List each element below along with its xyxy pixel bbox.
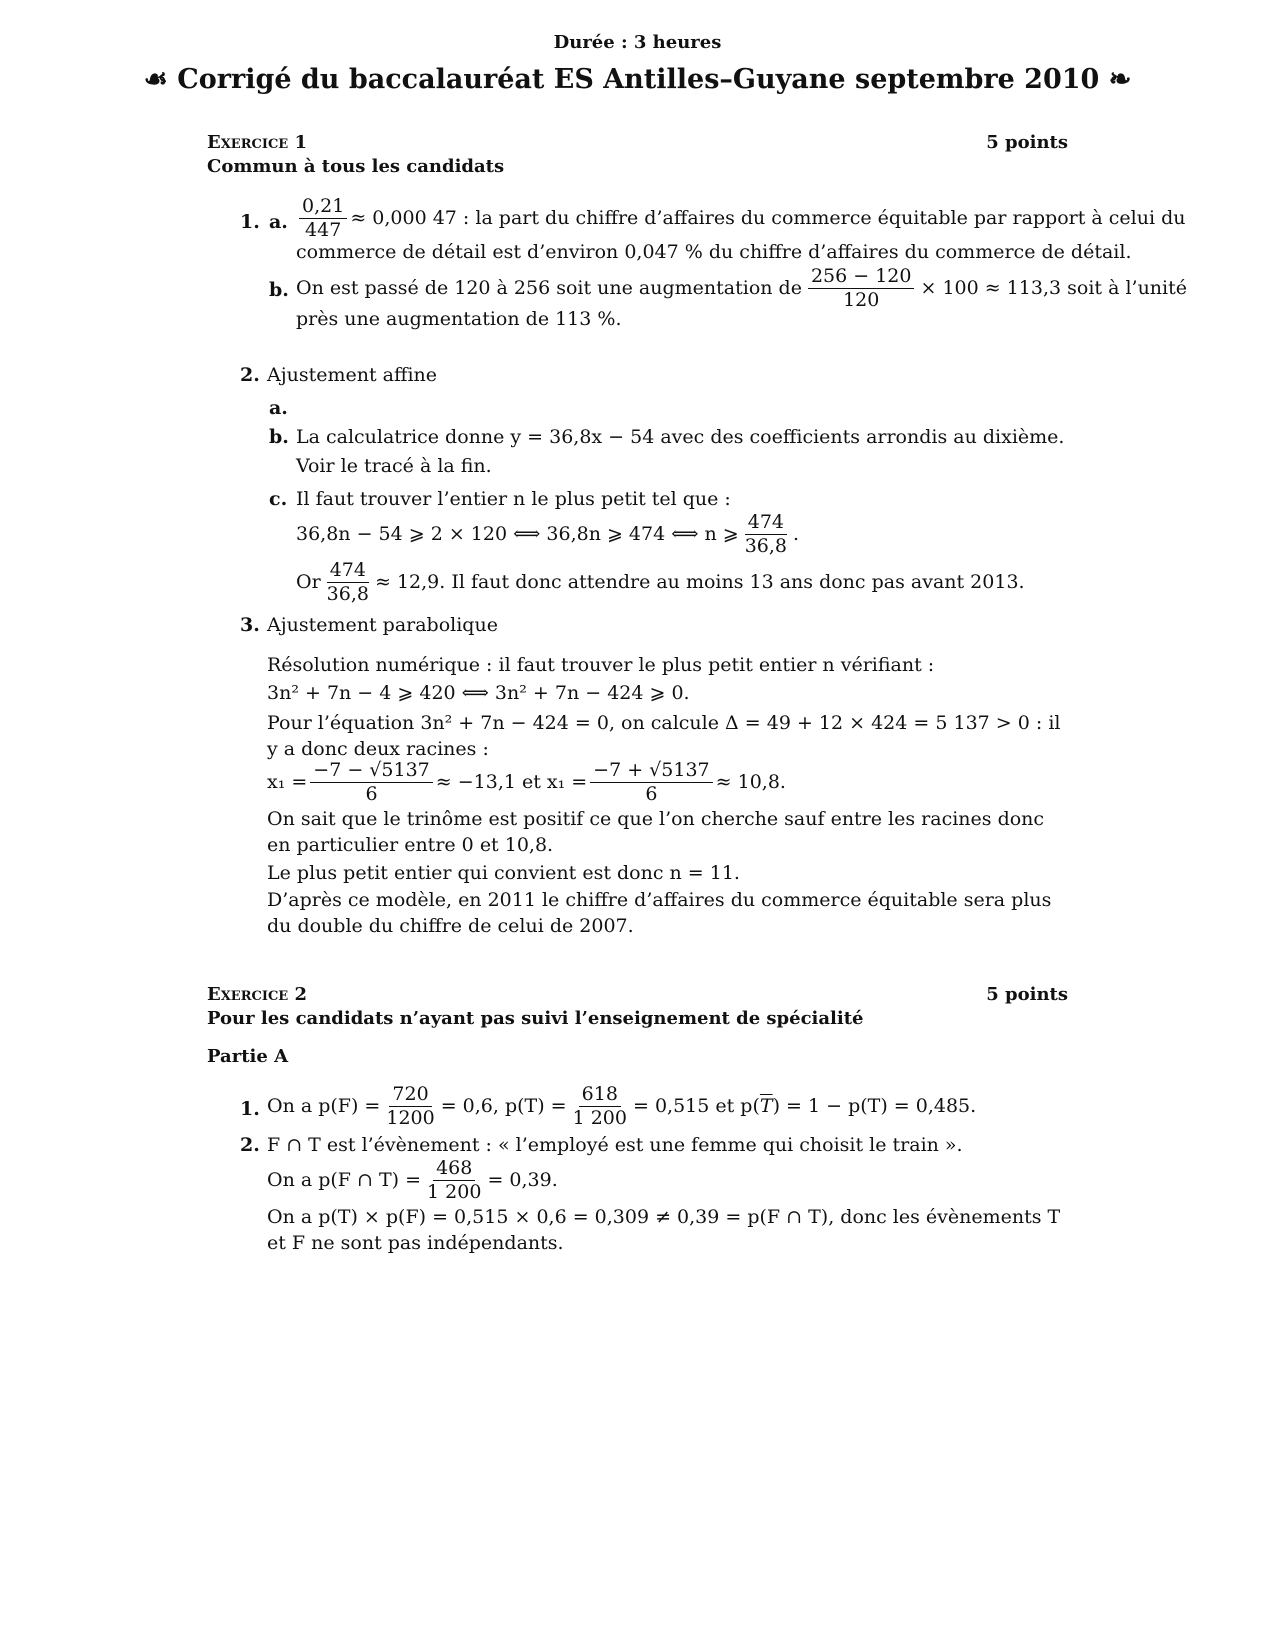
q2c-frac-num: 474 [745,512,787,535]
q3-line3: Pour l’équation 3n² + 7n − 424 = 0, on calcule Δ = 49 + 12 × 424 = 5 137 > 0 : il y a donc deux racines : [267,712,1061,760]
q3-x1-fraction [310,760,432,805]
q2a-label: a. [269,397,288,419]
ex1-heading: Exercice 1 [207,132,307,153]
q2c-fraction [742,512,790,557]
q1a-line1 [296,196,1186,241]
q1b-text1: On est passé de 120 à 256 soit une augmentation de [296,277,802,300]
q2b-line1: La calculatrice donne y = 36,8x − 54 avec des coefficients arrondis au dixième. [296,426,1065,448]
ex2-q2-t2: = 0,39. [487,1169,558,1192]
ex2-q1-line [267,1084,976,1129]
q3-line2: 3n² + 7n − 4 ⩾ 420 ⟺ 3n² + 7n − 424 ⩾ 0. [267,682,690,704]
ex2-q1-f1-num: 720 [389,1084,431,1107]
title-text: Corrigé du baccalauréat ES Antilles–Guyane septembre 2010 [177,64,1100,95]
q2b-label: b. [269,426,289,448]
ex2-q2-t1: On a p(F ∩ T) = [267,1169,422,1192]
q1a-fraction [299,196,347,241]
q1b-frac-den: 120 [843,288,880,311]
q2c-inequality [296,512,799,557]
ex2-partie-a: Partie A [207,1046,289,1067]
q1b-text2: × 100 ≈ 113,3 soit à l’unité [920,277,1187,300]
ex2-q1-t4: ) = 1 − p(T) = 0,485. [772,1095,977,1118]
q3-x1-approx: ≈ −13,1 et [435,771,541,794]
q3-title: Ajustement parabolique [267,614,498,636]
q3-number: 3. [240,614,260,636]
ex2-q1-t1: On a p(F) = [267,1095,381,1118]
q3-line1: Résolution numérique : il faut trouver le plus petit entier n vérifiant : [267,654,935,676]
ex2-q1-number: 1. [240,1098,260,1120]
ex2-q1-t2: = 0,6, p(T) = [440,1095,567,1118]
q3-x2-fraction [590,760,712,805]
ex2-subtitle: Pour les candidats n’ayant pas suivi l’enseignement de spécialité [207,1008,864,1029]
q2c-ineq-text: 36,8n − 54 ⩾ 2 × 120 ⟺ 36,8n ⩾ 474 ⟺ n ⩾ [296,523,739,546]
q1b-line1 [296,266,1187,311]
q2c-frac2-num: 474 [327,560,369,583]
q1a-text: ≈ 0,000 47 : la part du chiffre d’affaires du commerce équitable par rapport à celui du [350,207,1186,230]
q2b-line2: Voir le tracé à la fin. [296,455,492,477]
q1b-line2: près une augmentation de 113 %. [296,308,622,330]
q1b-frac-num: 256 − 120 [808,266,915,289]
q2c-conclusion: ≈ 12,9. Il faut donc attendre au moins 13 ans donc pas avant 2013. [374,571,1025,594]
q2-number: 2. [240,364,260,386]
q1-number: 1. [240,211,260,233]
q1a-frac-den: 447 [305,218,342,241]
q3-x1-den: 6 [365,782,378,805]
ornament-left-icon: ☙ [143,64,168,95]
ex2-heading: Exercice 2 [207,984,307,1005]
q2c-or: Or [296,571,321,594]
q1a-line2: commerce de détail est d’environ 0,047 % du chiffre d’affaires du commerce de détail. [296,241,1132,263]
ex2-q2-line1: F ∩ T est l’évènement : « l’employé est une femme qui choisit le train ». [267,1134,963,1156]
q3-line4: On sait que le trinôme est positif ce que l’on cherche sauf entre les racines donc en particulier entre 0 et 10,8. [267,808,1045,856]
q3-x1-num: −7 − √5137 [310,760,432,783]
q1b-label: b. [269,279,289,301]
ex2-q2-line2 [267,1158,558,1203]
q3-x2-label: x₁ = [546,771,588,794]
ex2-q1-frac2 [570,1084,630,1129]
q2-title: Ajustement affine [267,364,438,386]
ex2-points: 5 points [986,984,1068,1005]
q1a-frac-num: 0,21 [299,196,347,219]
q3-x2-den: 6 [645,782,658,805]
q1b-fraction [808,266,915,311]
ex2-q1-f2-num: 618 [579,1084,621,1107]
q2c-label: c. [269,488,288,510]
ex2-q2-frac [424,1158,484,1203]
ex2-q1-frac1 [383,1084,437,1129]
q2c-line3 [296,560,1025,605]
q2c-period: . [793,523,800,546]
q2c-frac-den: 36,8 [744,534,788,557]
ex2-q2-number: 2. [240,1134,260,1156]
ex2-q2-f-den: 1 200 [427,1180,482,1203]
q3-roots [267,760,786,805]
ex2-q2-line3: On a p(T) × p(F) = 0,515 × 0,6 = 0,309 ≠ 0,39 = p(F ∩ T), donc les évènements T et F ne sont pas indépendants. [267,1206,1061,1254]
q2c-frac2-den: 36,8 [326,582,369,605]
ex2-q1-tbar: $\overline{T}$ [759,1095,773,1118]
q1a-label: a. [269,211,288,233]
q3-x2-num: −7 + √5137 [590,760,712,783]
q3-x1-label: x₁ = [267,771,308,794]
ex2-q1-f1-den: 1200 [386,1106,435,1129]
page-title [0,64,1275,95]
q3-x2-approx: ≈ 10,8. [715,771,786,794]
ornament-right-icon: ❧ [1108,64,1132,95]
ex2-q1-f2-den: 1 200 [572,1106,627,1129]
duration-label: Durée : 3 heures [553,32,722,53]
ex1-points: 5 points [986,132,1068,153]
ex1-subtitle: Commun à tous les candidats [207,156,505,177]
q3-line5: Le plus petit entier qui convient est donc n = 11. [267,862,740,884]
ex2-q2-f-num: 468 [433,1158,475,1181]
q3-line6: D’après ce modèle, en 2011 le chiffre d’affaires du commerce équitable sera plus du double du chiffre de celui de 2007. [267,889,1052,937]
q2c-line1: Il faut trouver l’entier n le plus petit tel que : [296,488,731,510]
ex2-q1-t3: = 0,515 et p( [633,1095,760,1118]
q2c-fraction-2 [324,560,372,605]
